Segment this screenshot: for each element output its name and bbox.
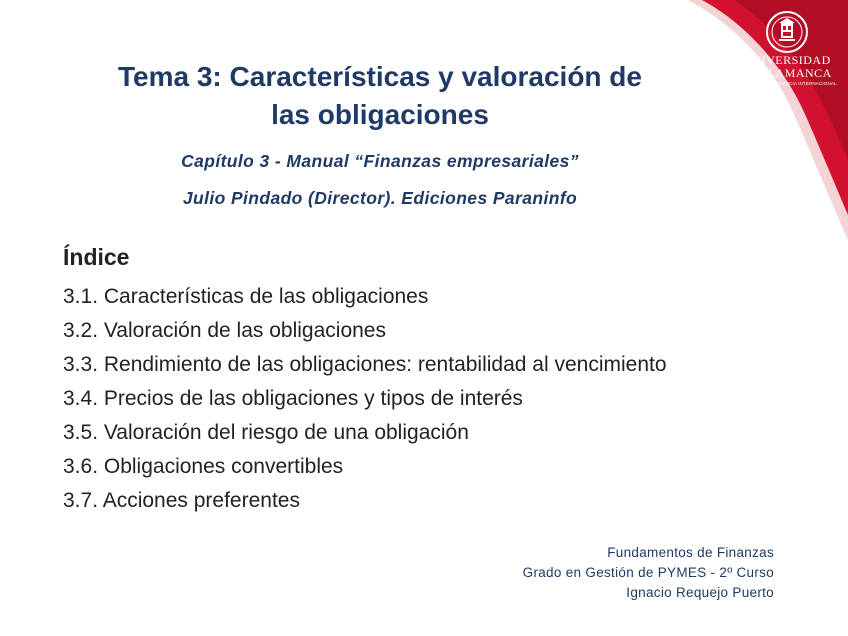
slide-subtitle-authors: Julio Pindado (Director). Ediciones Paraninfo [182,188,578,208]
index-item: 3.4. Precios de las obligaciones y tipos de interés [63,387,523,410]
slide-footer [523,543,774,603]
index-item: 3.1. Características de las obligaciones [63,285,429,308]
footer-degree: Grado en Gestión de PYMES - 2º Curso [522,565,774,580]
logo-name-line1: VNIVERSIDAD [743,53,831,67]
logo-name-line2: DSALAMANCA [742,66,832,80]
index-item: 3.6. Obligaciones convertibles [63,455,344,478]
logo-tagline: CAMPUS DE EXCELENCIA INTERNACIONAL [737,81,837,86]
index-list [63,280,667,518]
footer-course: Fundamentos de Finanzas [607,545,774,560]
index-heading: Índice [63,244,130,270]
university-seal-icon [765,10,809,54]
index-item: 3.5. Valoración del riesgo de una obligación [63,421,469,444]
slide-subtitle-chapter: Capítulo 3 - Manual “Finanzas empresariales” [181,151,579,171]
slide-title [60,58,700,134]
footer-author: Ignacio Requejo Puerto [626,585,774,600]
index-item: 3.7. Acciones preferentes [63,489,300,512]
slide-title-line2: las obligaciones [271,99,489,130]
university-logo [732,10,842,88]
slide-title-line1: Tema 3: Características y valoración de [118,61,642,92]
index-item: 3.2. Valoración de las obligaciones [63,319,386,342]
index-item: 3.3. Rendimiento de las obligaciones: rentabilidad al vencimiento [63,353,667,376]
